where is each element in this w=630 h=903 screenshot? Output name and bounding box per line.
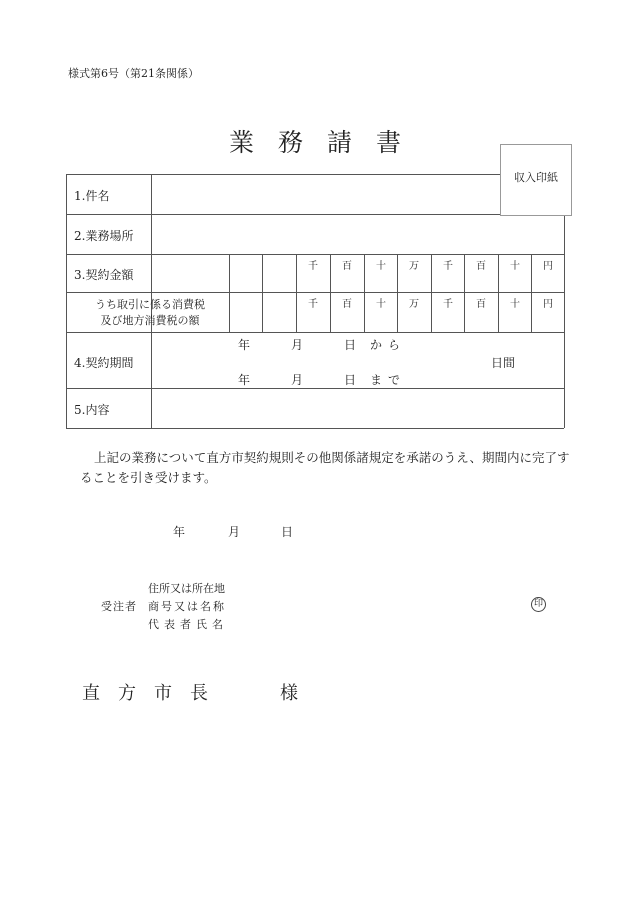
amount-unit: 十 [376,261,386,272]
amount-unit: 円 [543,261,553,272]
tax-unit: 十 [376,299,386,310]
amount-unit: 十 [510,261,520,272]
amount-unit: 百 [476,261,486,272]
contractor-label: 受注者 [101,600,137,613]
row-label-contract-amount: 3.契約金額 [74,268,134,282]
period-start-suffix: から [370,338,407,352]
tax-unit: 百 [342,299,352,310]
tax-unit: 十 [510,299,520,310]
tax-unit: 百 [476,299,486,310]
table-line [66,254,564,255]
period-start-year: 年 [238,338,251,352]
document-title: 業務請書 [228,128,425,157]
table-line [66,332,564,333]
revenue-stamp-label: 収入印紙 [514,171,558,184]
table-line [66,214,564,215]
amount-column-line [229,254,230,332]
tax-unit: 円 [543,299,553,310]
tax-unit: 千 [443,299,453,310]
addressee-name: 直方市長 [82,683,226,704]
amount-unit: 千 [308,261,318,272]
acceptance-statement-text: 上記の業務について直方市契約規則その他関係諸規定を承諾のうえ、期間内に完了することを引き受けます。 [80,450,570,485]
table-border-left [66,174,67,428]
amount-unit: 千 [443,261,453,272]
period-end-day: 日 [344,373,357,387]
date-year: 年 [173,525,186,539]
contractor-address-label: 住所又は所在地 [148,582,225,595]
date-month: 月 [228,525,241,539]
acceptance-statement [80,448,570,488]
period-duration: 日間 [491,356,516,370]
period-end-year: 年 [238,373,251,387]
amount-unit: 百 [342,261,352,272]
tax-unit: 千 [308,299,318,310]
table-border-top [66,174,500,175]
row-label-consumption-tax-line1: うち取引に係る消費税 [95,298,205,311]
addressee-honorific: 様 [280,683,298,704]
seal-mark: 印 [531,597,546,612]
amount-column-line [262,254,263,332]
row-label-content: 5.内容 [74,403,110,417]
table-border-right [564,214,565,428]
row-label-contract-period: 4.契約期間 [74,356,134,370]
amount-unit: 万 [409,261,419,272]
contractor-trade-name-label: 商号又は名称 [148,600,226,613]
tax-unit: 万 [409,299,419,310]
form-number: 様式第6号（第21条関係） [68,67,199,80]
period-start-month: 月 [291,338,304,352]
period-start-day: 日 [344,338,357,352]
table-line [66,388,564,389]
table-border-bottom [66,428,564,429]
row-label-consumption-tax [72,297,228,329]
row-label-consumption-tax-line2: 及び地方消費税の額 [100,314,200,327]
contractor-representative-label: 代表者氏名 [148,618,228,631]
period-end-month: 月 [291,373,304,387]
date-day: 日 [281,525,294,539]
period-end-suffix: まで [370,373,407,387]
table-line [66,292,564,293]
revenue-stamp-box [500,144,572,216]
row-label-subject: 1.件名 [74,189,110,203]
row-label-location: 2.業務場所 [74,229,134,243]
